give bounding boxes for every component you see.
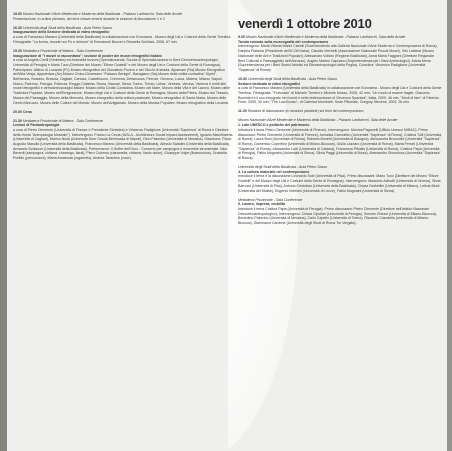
day-heading: venerdì 1 ottobre 2010 — [238, 16, 372, 31]
entry-venue: Università degli Studi della Basilicata - Aula Pietro Sasso — [22, 25, 113, 30]
entry-text: Sessioni di discussione (in sessioni parallele) sui temi del contemporaneo: — [247, 109, 365, 114]
program-entry — [13, 110, 234, 115]
entry-title: Tavola rotonda sulla museografia del contemporaneo — [238, 39, 329, 44]
entry-time: 20.00 — [13, 109, 22, 114]
entry-text: Intervengono: Maria Vittoria Marini Clarelli (Sovrintendente alla Galleria Nazionale d'Arte Moderna e Contemporanea di Roma), Daniela Platania (Presidente dell'ICOM Italia), Claudia Veichelli (Associazione Nazionale Piccoli Musei), Vito Lattanzi (Museo Nazionale delle Arti e Tradizioni Popolari), Alessandro Vollaro (Regione Basilicata), Anna Maria Faggioni (Direttore Regionale Beni Culturali e Paesaggistici dell'Abruzzo), Angelo Marino Capuano (Soprintendenza per i Beni Archeologici), Marta Mena (Soprintendenza per i Beni Storici Artistici ed Etnoantropologici della Puglia). Coordina: Vincenzo Padiglione (Università "Sapienza" di Roma) — [238, 44, 438, 72]
program-entry — [238, 109, 442, 114]
right-column — [238, 0, 442, 230]
entry-text: Introduce il tema Pietro Clemente (Università di Firenze). Intervengono: Monica Paganelli (Ufficio Unesco MIBAC). Primo discussant: Pietro Clemente (Università di Firenze), Annalisa Camoletto (Università "Sapienza" di Roma), Cristina Tulli (Università di Roma), Laura Boni (Università di Roma), Roberta Bonetti (Università di Bologna), Alessandra Broccolini (Università "Sapienza" di Roma), Domenico Copertino (Università di Milano-Bicocca), Giulia Lazzaro (Università di Roma), Marta Ferrari (Università "Sapienza" di Roma), Alessandro Lutri (Università di Catania), Francesca Pitzalis (Università di Roma), Cristina Papa (Università di Perugia), Fabio Mugnaini (Università di Siena), Silvia Paggi (Università di Nizza), Alessandro Simonicca (Università "Sapienza" di Roma). — [238, 127, 442, 161]
entry-title: Sezione dedicata ai video etnografici — [238, 81, 301, 86]
program-entry — [13, 12, 234, 21]
entry-venue: Università degli Studi della Basilicata - Aula Pietro Sasso — [247, 76, 338, 81]
entry-title: 5. Lavoro, impresa, mobilità — [238, 202, 285, 207]
program-entry — [13, 49, 234, 105]
entry-title: Lezioni di Fantantropologia — [13, 123, 60, 128]
entry-title: Inaugurazione della Sezione dedicata ai video etnografici — [13, 30, 110, 35]
program-entry — [238, 35, 442, 73]
left-edge-strip — [0, 0, 7, 451]
entry-venue: Mediateca Provinciale di Matera - Sala Conferenze — [22, 48, 104, 53]
entry-venue: Museo Nazionale d'Arte Medievale e Moderna della Basilicata - Palazzo Lanfranchi, Sala delle Arcate — [22, 12, 183, 16]
entry-time: 16.30 — [13, 25, 22, 30]
program-entry — [238, 118, 442, 160]
entry-time: 10.30 — [238, 76, 247, 81]
entry-time: 21.30 — [13, 118, 22, 123]
entry-text: a cura di Pietro Clemente (Università di Firenze e Presidente Simbdea) e Vincenzo Padiglione (Università "Sapienza" di Roma e Direttore della rivista "Antropologia Museale"). Intervengono: Franco La Cecla (IUSLA - Architecture Social Impact Assessment), Ignazio Macchiarella (Università di Cagliari), Marino Niola (Università Suor Orsola Benincasa di Napoli), Dino Palumbo (Università di Messina). Discutono: Paolo Augusto Masullo (Università della Basilicata), Francesco Marano (Università della Basilicata), Alessio Saladini (Università della Basilicata), Armando Schiavon (Università della Basilicata). Performance: Il Suffre dell'Orso - Concerto per zampogna e ensemble strumentale. Nico Berardi (zampogna, chitarra, charango, flauti), Piero Colonna (ciaramella, chitarra, flauto dolce), Giuseppe Volpe (fisarmonica), Graziella Porfido (percussioni), Marta Amatruda (organetto), Andrea Tarantino (voce). — [13, 127, 233, 161]
entry-text: a cura di Francesco Marano (Università della Basilicata) in collaborazione con Eurorama - Museo degli Usi e Costumi della Gente Trentina. Filmografia: "Fortunato" di Michele Trentini e Michele Mosso, 2005, 42 min; "Un modo di essere fragile. Giacomo Bucchieri e il suo etnografo nei ricordi e nelle testimonianze di Vincenzo Spaziani", Italia, 2009, 46 min; "Modi di fare" di Fabrizio Fiore, 2009, 30 min; "The Low Bunso", di Caterina Morcinelli, Sean Pittoriale, Gregory Stevens, 2009, 26 min. — [238, 86, 442, 105]
entry-text: a cura di Angela Cirelli (Simbdea) ed Antonella Iezzoni (Specializzanda, Scuola di Specializzazione in Beni Demoetnoantropologici, Università di Perugia) e Mario Turci (Direttore del Museo "Ettore Guatelli" e del Museo degli Usi e Costumi della Gente di Romagna). Partecipano: Allievo di Lucarda (FV)-Museo etnografico del Giocattolo Povero e dei Giochi di strada, Alpamare (Ra)-Museo Etnografico dell'Alta Vesja, Appuledwa (Av)-Museo Civico-Diocesano "Palazzo Benigni", Baragiano (Sa)-Museo della civiltà contadina "Alpini", Bellinzona, Bolzano, Brescia, Cagliari, Canosa, Castelbuono, Cremona, Delianuova, Firenze, Genova, Lucca, Matera, Milano, Napoli, Nuoro, Palermo, Perugia, Potenza, Reggio Calabria, Roma, Sassari, Siena, Torino, Trento, Udine, Venezia, Verona, Vicenza e molti altri musei etnografici e demoantropologici italiani: Museo della Civiltà Contadina, Museo del Mare, Museo della Vita e del Lavoro, Museo delle Tradizioni Popolari, Museo dell'Emigrazione, Museo degli Usi e Costumi della Gente di Romagna, Museo della Pietra, Museo del Tessuto, Museo del Paesaggio, Museo della Memoria, Museo etnografico della cultura pastorale, Museo etnografico di Santa Maria, Museo delle Genti d'Abruzzo, Museo delle Culture del Mondo, Museo dell'Artigianato, Museo della Musica Popolare, Museo etnografico della Lucania. — [13, 58, 230, 105]
entry-time: 19.30 — [13, 48, 22, 53]
entry-time: 9.00 — [238, 35, 245, 39]
entry-venue: Università degli Studi della Basilicata - Aula Pietro Sasso — [238, 165, 328, 170]
entry-venue: Mediateca Provinciale - Sala Conferenze — [238, 197, 303, 202]
right-edge-strip — [447, 0, 452, 451]
entry-venue: Museo Nazionale d'Arte Medievale e Moderna della Basilicata - Palazzo Lanfranchi, Sala delle Arcate — [245, 35, 406, 39]
entry-text: a cura di Francesco Marano (Università della Basilicata) in collaborazione con Eurorama - Museo degli Usi e Costumi della Gente Trentina. Filmografia: "La forma, Incontri sul Po e dintorni" di Emmanuel Bunzel e Rossella Schillaci, 2008, 67 min. — [13, 35, 232, 44]
entry-time: 18.00 — [13, 12, 22, 16]
entry-text: Presentazione, in ordine plenario, dei temi chiave emersi durante le sessioni di discussione 1 e 2 — [13, 16, 165, 21]
program-entry — [238, 77, 442, 105]
program-entry — [13, 119, 234, 161]
entry-venue: Mediateca Provinciale di Matera - Sala Conferenze — [22, 118, 104, 123]
left-column — [13, 12, 234, 165]
program-entry — [238, 198, 442, 226]
program-entry — [13, 26, 234, 45]
entry-title: 1. Late UNESCO e politiche del patrimonio — [238, 123, 310, 128]
program-entry — [238, 165, 442, 193]
entry-text: Introduce il tema e la discussione Leonardo Sole (Università di Pisa). Primo discussant: Mario Turci (Direttore del Museo "Ettore Guatelli" e del Museo degli Usi e Costumi della Gente di Romagna). Intervengono: Massimo Adinolfi (Università di Verona), Silvia Barrucci (Università di Pisa), Antonio Cristofaro (Università della Basilicata), Chiara Garbellini (Università di Milano), Letizia Bindi (Università del Molise), Eugenio Imbriani (Università di Lecce), Fabio Mugnaini (Università di Siena). — [238, 174, 441, 193]
entry-title: 4. La cultura materiale nel contemporaneo — [238, 169, 310, 174]
entry-venue: Museo Nazionale d'Arte Medievale e Moderna della Basilicata - Palazzo Lanfranchi, Sala delle Arcate — [238, 118, 398, 123]
entry-text: Introduce il tema Cristina Papa (Università di Perugia). Primo discussant: Pietro Clemente (Direttore dell'Istituto Nazionale Demoetnoantropologico). Intervengono: Chiara Cipollari (Università di Perugia), Simone Ghezzi (Università di Milano-Bicocca), Berardino Palumbo (Università di Messina), Carlo Capello (Università di Torino), Riccardo Ciavolella (Università di Milano-Bicocca), Gianmarco Cardone (Università degli Studi di Roma Tor Vergata). — [238, 206, 437, 226]
entry-title: Inaugurazione di "I musei si raccontano": sezione di poster dei musei etnografici italiani — [13, 53, 162, 58]
entry-title: Cena — [22, 109, 32, 114]
entry-time: 11.00 — [238, 109, 247, 114]
